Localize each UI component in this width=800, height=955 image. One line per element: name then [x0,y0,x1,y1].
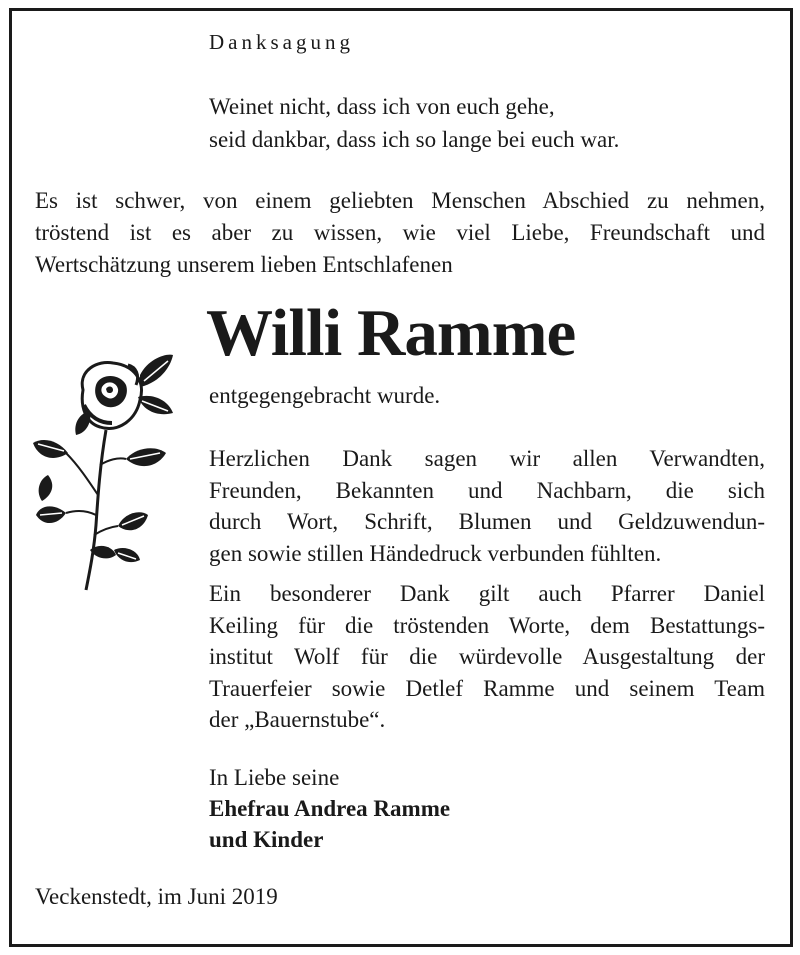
special-thanks-paragraph [209,578,765,736]
paragraph-line: gen sowie stillen Händedruck verbunden fühlten. [209,540,662,566]
paragraph-line: der „Bauernstube“. [209,707,386,732]
signature-family: und Kinder [209,827,324,852]
paragraph-line: durch Wort, Schrift, Blumen und Geldzuwendun- [209,509,765,534]
intro-line: tröstend ist es aber zu wissen, wie viel Liebe, Freundschaft und [35,220,765,245]
quote-line: seid dankbar, dass ich so lange bei euch war. [209,127,620,152]
notice-heading: Danksagung [209,30,354,54]
deceased-name: Willi Ramme [206,296,576,370]
signature-name: Ehefrau Andrea Ramme [209,796,451,821]
signature-intro: In Liebe seine [209,765,340,790]
after-name-text: entgegengebracht wurde. [209,383,441,408]
paragraph-line: institut Wolf für die würdevolle Ausgestaltung der [209,644,765,669]
memorial-quote [209,90,619,156]
place-date: Veckenstedt, im Juni 2019 [35,884,278,909]
thanks-paragraph [209,443,765,569]
intro-line: Wertschätzung unserem lieben Entschlafenen [35,252,453,277]
rose-illustration [28,345,178,595]
paragraph-line: Freunden, Bekannten und Nachbarn, die sich [209,477,765,503]
paragraph-line: Keiling für die tröstenden Worte, dem Bestattungs- [209,612,765,638]
intro-line: Es ist schwer, von einem geliebten Menschen Abschied zu nehmen, [35,188,765,213]
paragraph-line: Herzlichen Dank sagen wir allen Verwandten, [209,446,765,471]
paragraph-line: Trauerfeier sowie Detlef Ramme und seinem Team [209,675,765,701]
quote-line: Weinet nicht, dass ich von euch gehe, [209,94,555,119]
signature-block [209,762,450,855]
paragraph-line: Ein besonderer Dank gilt auch Pfarrer Daniel [209,581,765,606]
intro-paragraph [35,185,765,281]
